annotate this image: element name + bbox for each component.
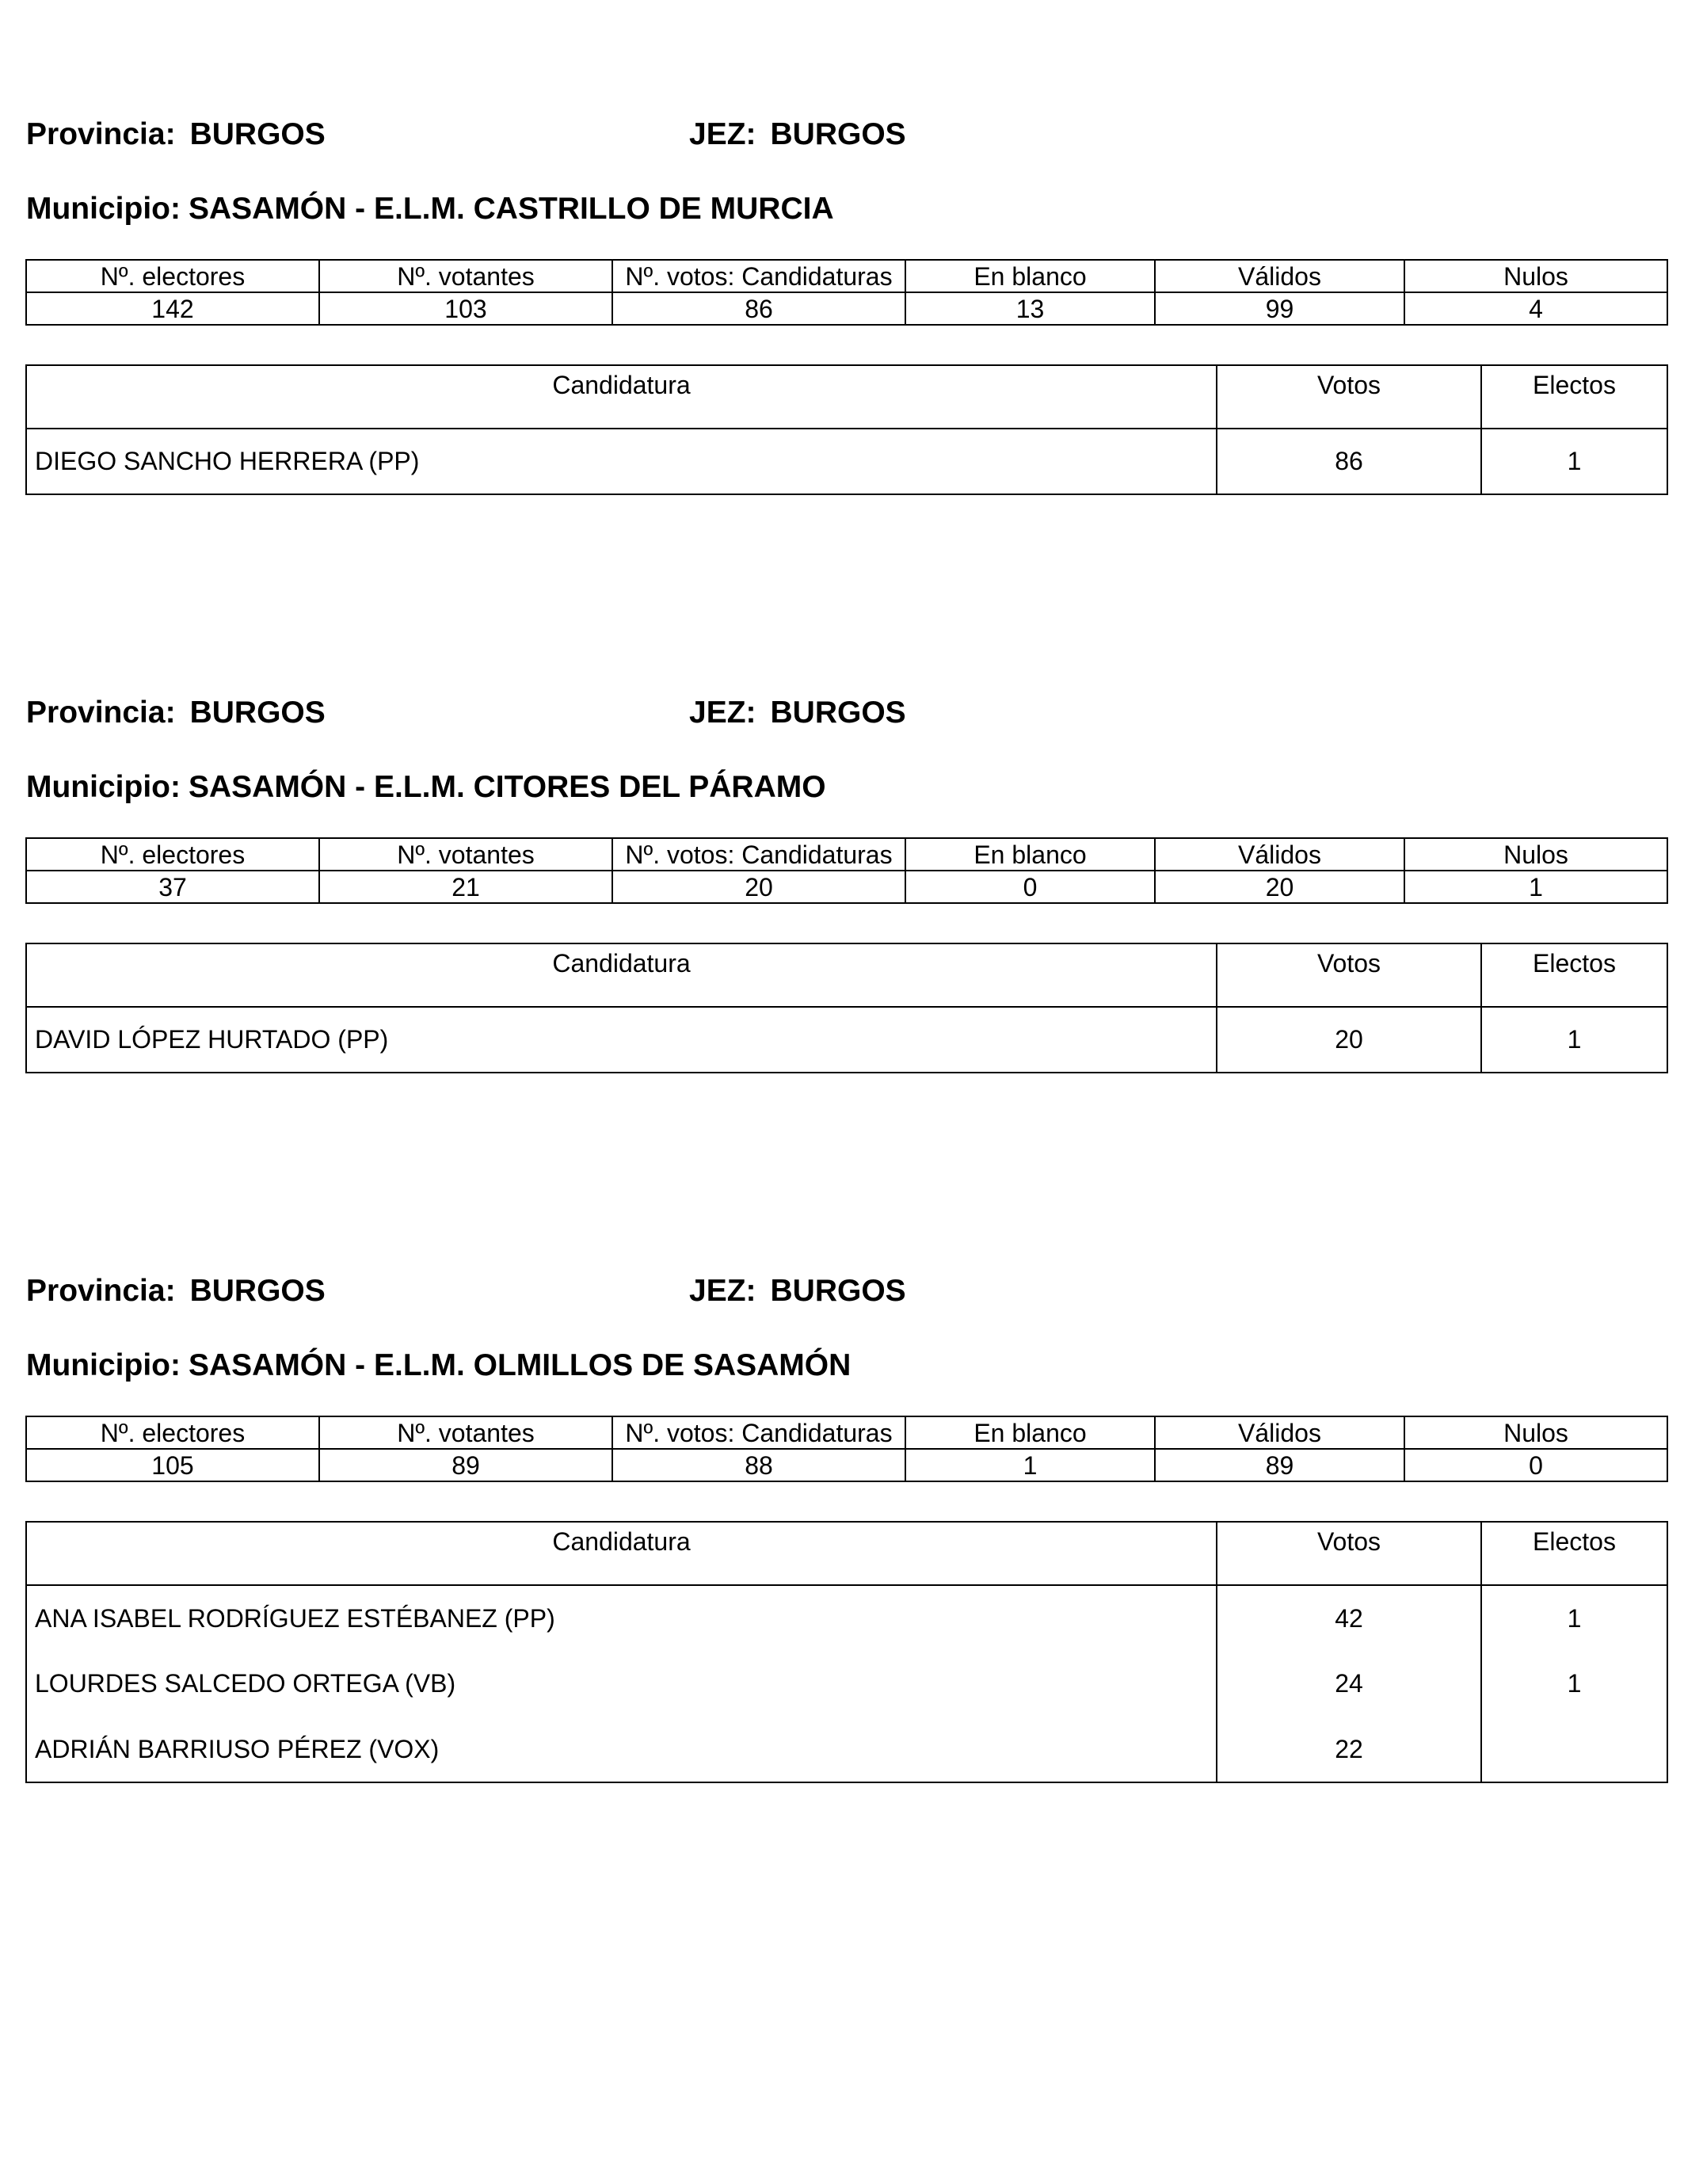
candidate-name: ANA ISABEL RODRÍGUEZ ESTÉBANEZ (PP): [26, 1585, 1217, 1651]
stats-header-cell: Válidos: [1155, 1416, 1404, 1449]
stats-value-row: [26, 1449, 1667, 1481]
stats-header-cell: Nº. votantes: [319, 260, 612, 292]
stats-header-cell: Nº. electores: [26, 260, 319, 292]
stats-header-cell: Nulos: [1404, 838, 1667, 871]
electos-header: Electos: [1481, 1522, 1667, 1585]
stats-value-cell: 20: [612, 871, 905, 903]
jez-line: [689, 1275, 906, 1306]
stats-value-cell: 86: [612, 292, 905, 325]
municipio-value: SASAMÓN - E.L.M. CITORES DEL PÁRAMO: [188, 770, 826, 804]
municipio-label: Municipio:: [26, 770, 181, 804]
provincia-value: BURGOS: [189, 117, 326, 151]
candidatura-header: Candidatura: [26, 365, 1217, 429]
jez-value: BURGOS: [770, 1274, 906, 1308]
candidate-elected: 1: [1481, 1007, 1667, 1073]
votos-header: Votos: [1217, 943, 1481, 1007]
stats-header-row: [26, 260, 1667, 292]
stats-value-cell: 103: [319, 292, 612, 325]
candidate-votes: 86: [1217, 429, 1481, 494]
stats-header-cell: Nº. votos: Candidaturas: [612, 260, 905, 292]
candidate-elected: [1481, 1717, 1667, 1782]
stats-value-cell: 0: [905, 871, 1155, 903]
stats-header-cell: Nº. votos: Candidaturas: [612, 1416, 905, 1449]
candidates-header-row: [26, 943, 1667, 1007]
stats-value-cell: 88: [612, 1449, 905, 1481]
stats-table: [25, 259, 1668, 326]
electos-header: Electos: [1481, 365, 1667, 429]
stats-value-cell: 142: [26, 292, 319, 325]
stats-value-cell: 99: [1155, 292, 1404, 325]
stats-value-cell: 37: [26, 871, 319, 903]
jez-line: [689, 697, 906, 728]
stats-table: [25, 837, 1668, 904]
candidatura-header: Candidatura: [26, 943, 1217, 1007]
stats-value-cell: 20: [1155, 871, 1404, 903]
stats-header-row: [26, 838, 1667, 871]
provincia-line: [26, 119, 326, 150]
stats-header-cell: Válidos: [1155, 260, 1404, 292]
candidates-table: [25, 943, 1668, 1073]
votos-header: Votos: [1217, 365, 1481, 429]
municipality-section: [0, 578, 1684, 1069]
stats-value-cell: 89: [1155, 1449, 1404, 1481]
candidatura-header: Candidatura: [26, 1522, 1217, 1585]
stats-value-cell: 21: [319, 871, 612, 903]
candidate-row: [26, 429, 1667, 494]
municipio-label: Municipio:: [26, 192, 181, 226]
stats-header-cell: Válidos: [1155, 838, 1404, 871]
candidates-header-row: [26, 1522, 1667, 1585]
municipio-line: [26, 193, 834, 224]
jez-label: JEZ:: [689, 117, 756, 151]
jez-value: BURGOS: [770, 696, 906, 730]
stats-value-cell: 1: [1404, 871, 1667, 903]
candidate-votes: 24: [1217, 1651, 1481, 1717]
provincia-line: [26, 1275, 326, 1306]
candidates-header-row: [26, 365, 1667, 429]
provincia-value: BURGOS: [189, 696, 326, 730]
candidate-name: LOURDES SALCEDO ORTEGA (VB): [26, 1651, 1217, 1717]
candidate-row: [26, 1651, 1667, 1717]
candidate-elected: 1: [1481, 429, 1667, 494]
candidate-name: DIEGO SANCHO HERRERA (PP): [26, 429, 1217, 494]
jez-label: JEZ:: [689, 696, 756, 730]
stats-value-cell: 4: [1404, 292, 1667, 325]
candidate-votes: 42: [1217, 1585, 1481, 1651]
votos-header: Votos: [1217, 1522, 1481, 1585]
stats-header-row: [26, 1416, 1667, 1449]
provincia-label: Provincia:: [26, 696, 176, 730]
municipality-section: [0, 0, 1684, 491]
stats-header-cell: En blanco: [905, 838, 1155, 871]
stats-value-cell: 89: [319, 1449, 612, 1481]
provincia-line: [26, 697, 326, 728]
stats-value-row: [26, 292, 1667, 325]
stats-header-cell: Nulos: [1404, 260, 1667, 292]
stats-value-cell: 1: [905, 1449, 1155, 1481]
municipio-label: Municipio:: [26, 1348, 181, 1382]
candidate-row: [26, 1007, 1667, 1073]
stats-header-cell: Nulos: [1404, 1416, 1667, 1449]
provincia-label: Provincia:: [26, 117, 176, 151]
candidate-elected: 1: [1481, 1651, 1667, 1717]
jez-label: JEZ:: [689, 1274, 756, 1308]
stats-value-cell: 0: [1404, 1449, 1667, 1481]
municipio-value: SASAMÓN - E.L.M. OLMILLOS DE SASAMÓN: [188, 1348, 852, 1382]
municipio-value: SASAMÓN - E.L.M. CASTRILLO DE MURCIA: [188, 192, 834, 226]
municipio-line: [26, 772, 826, 802]
candidate-row: [26, 1585, 1667, 1651]
stats-header-cell: Nº. votantes: [319, 1416, 612, 1449]
candidate-name: ADRIÁN BARRIUSO PÉREZ (VOX): [26, 1717, 1217, 1782]
stats-header-cell: Nº. electores: [26, 838, 319, 871]
provincia-value: BURGOS: [189, 1274, 326, 1308]
candidate-votes: 22: [1217, 1717, 1481, 1782]
electos-header: Electos: [1481, 943, 1667, 1007]
stats-value-cell: 105: [26, 1449, 319, 1481]
jez-value: BURGOS: [770, 117, 906, 151]
candidate-elected: 1: [1481, 1585, 1667, 1651]
candidates-table: [25, 1521, 1668, 1783]
municipio-line: [26, 1350, 851, 1381]
stats-table: [25, 1416, 1668, 1482]
stats-value-cell: 13: [905, 292, 1155, 325]
candidate-name: DAVID LÓPEZ HURTADO (PP): [26, 1007, 1217, 1073]
stats-header-cell: Nº. votos: Candidaturas: [612, 838, 905, 871]
jez-line: [689, 119, 906, 150]
provincia-label: Provincia:: [26, 1274, 176, 1308]
candidates-table: [25, 364, 1668, 495]
candidate-votes: 20: [1217, 1007, 1481, 1073]
candidate-row: [26, 1717, 1667, 1782]
stats-header-cell: En blanco: [905, 1416, 1155, 1449]
stats-value-row: [26, 871, 1667, 903]
municipality-section: [0, 1157, 1684, 1763]
stats-header-cell: Nº. electores: [26, 1416, 319, 1449]
stats-header-cell: Nº. votantes: [319, 838, 612, 871]
stats-header-cell: En blanco: [905, 260, 1155, 292]
